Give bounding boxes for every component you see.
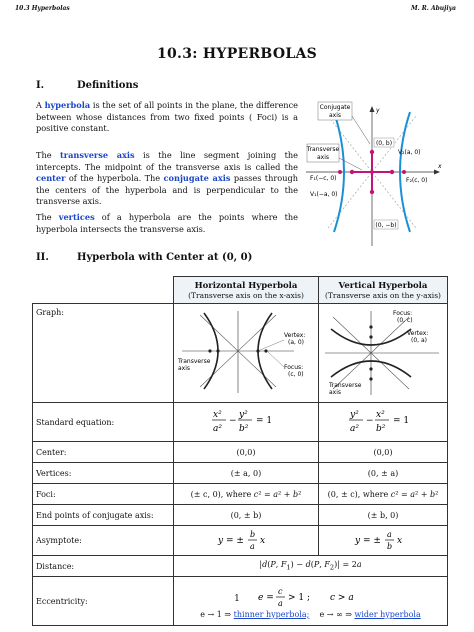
vertical-foci-value: (0, ± c), [327, 489, 361, 499]
section1-title: Definitions [77, 80, 139, 91]
vertical-vertices: (0, ± a) [319, 463, 448, 484]
svg-text:y = ±: y = ± [355, 535, 381, 546]
horizontal-foci: (± c, 0), where c² = a² + b² [174, 484, 319, 505]
fig-x-label: x [438, 163, 442, 170]
eccentricity-notes [174, 610, 447, 619]
horizontal-vertices: (± a, 0) [174, 463, 319, 484]
vertical-hyperbola-graph [321, 307, 445, 397]
definition-hyperbola [36, 100, 298, 135]
svg-text:x²: x² [213, 410, 222, 420]
svg-text:> 1 ;: > 1 ; [287, 592, 310, 603]
svg-text:c: c [277, 586, 282, 596]
term-hyperbola: hyperbola [44, 100, 91, 110]
svg-text:y²: y² [350, 410, 359, 420]
def2-pre: The [36, 150, 60, 160]
def3-rest: of a hyperbola are the points where the hyperbola intersects the transverse axis. [36, 212, 298, 234]
h-graph-focus: Focus: [284, 364, 304, 371]
v-graph-focus-val: (0, c) [397, 317, 413, 324]
h-graph-focus-val: (c, 0) [288, 371, 304, 378]
fig-label-axis1: axis [328, 112, 342, 119]
horizontal-foci-value: (± c, 0), [190, 489, 224, 499]
header-vertical [319, 277, 448, 304]
svg-text:= 1: = 1 [393, 416, 410, 426]
svg-text:b: b [387, 541, 393, 551]
vertical-equation-formula [348, 406, 418, 436]
hyperbola-comparison-table [32, 276, 448, 626]
vertical-title: Vertical Hyperbola [338, 280, 428, 291]
vertical-equation [319, 403, 448, 442]
vertical-asymptote-formula [353, 527, 413, 553]
table-row-asymptote [33, 526, 448, 556]
horizontal-asymptote-formula [216, 527, 276, 553]
asymptote-label: Asymptote: [33, 526, 174, 556]
horizontal-title: Horizontal Hyperbola [194, 280, 298, 291]
table-row-distance [33, 556, 448, 577]
endpoints-label: End points of conjugate axis: [33, 505, 174, 526]
table-row-standard-equation [33, 403, 448, 442]
fig-pt-f2: F₂(c, 0) [406, 177, 428, 184]
table-row-vertices [33, 463, 448, 484]
vertical-foci-where: where [362, 489, 389, 499]
horizontal-equation [174, 403, 319, 442]
svg-text:a²: a² [350, 424, 359, 434]
table-row-center [33, 442, 448, 463]
term-vertices: vertices [58, 212, 95, 222]
page-number: 1 [234, 594, 240, 604]
fig-pt-v1: V₁(−a, 0) [310, 191, 338, 198]
def2-mid2: of the hyperbola. The [65, 173, 164, 184]
horizontal-equation-formula [211, 406, 281, 436]
table-row-graph [33, 304, 448, 403]
vertical-center: (0,0) [319, 442, 448, 463]
term-transverse-axis: transverse axis [60, 150, 135, 160]
definition-axes [36, 150, 298, 208]
svg-text:x²: x² [376, 410, 385, 420]
def1-pre: A [36, 100, 45, 110]
eccentricity-label: Eccentricity: [33, 577, 174, 626]
section1-number: I. [36, 80, 45, 91]
term-center: center [36, 173, 66, 184]
vertical-asymptote [319, 526, 448, 556]
svg-text:a²: a² [213, 424, 222, 434]
svg-text:= 1: = 1 [256, 416, 273, 426]
def1-rest: is the set of all points in the plane, the difference between whose distances from two fixed points ( Foci) is a positive constant. [36, 100, 298, 134]
hyperbola-definition-figure [306, 98, 446, 248]
def2-rest: passes through the centers of the hyperbola and is perpendicular to the transverse axis. [36, 173, 298, 207]
header-horizontal [174, 277, 319, 304]
section2-title: Hyperbola with Center at (0, 0) [77, 252, 253, 263]
vertical-graph-cell [319, 304, 448, 403]
header-right: M. R. Abujiya [410, 5, 456, 12]
distance-formula: |d(P, $F_1) - d(P$, $F_2)| = 2a$ [174, 556, 448, 577]
vertical-foci: (0, ± c), where c² = a² + b² [319, 484, 448, 505]
v-graph-vertex-val: (0, a) [411, 337, 427, 344]
h-graph-vertex-val: (a, 0) [288, 339, 304, 346]
svg-text:a: a [387, 529, 392, 539]
horizontal-hyperbola-graph [176, 307, 316, 397]
vertical-subtitle: (Transverse axis on the y-axis) [325, 290, 441, 300]
svg-text:b²: b² [376, 424, 386, 434]
table-row-conjugate-endpoints [33, 505, 448, 526]
horizontal-foci-where: where [225, 489, 252, 499]
table-header-row [33, 277, 448, 304]
fig-pt-v2: V₂(a, 0) [398, 149, 421, 156]
svg-text:c > a: c > a [329, 592, 354, 603]
horizontal-graph-cell [174, 304, 319, 403]
svg-text:y²: y² [239, 410, 248, 420]
svg-text:−: − [366, 416, 374, 426]
v-graph-focus: Focus: [393, 310, 413, 317]
svg-text:a: a [250, 541, 255, 551]
svg-text:a: a [277, 598, 283, 608]
center-label: Center: [33, 442, 174, 463]
table-corner [33, 277, 174, 304]
svg-text:y = ±: y = ± [218, 535, 244, 546]
header-left: 10.3 Hyperbolas [15, 5, 70, 12]
link-wider-hyperbola[interactable]: wider hyperbola [354, 609, 421, 619]
def3-pre: The [36, 212, 59, 222]
svg-text:−: − [229, 416, 237, 426]
ecc-note-thinner: e → 1 ⇒ [200, 609, 232, 619]
v-graph-transverse: Transverse [329, 382, 362, 389]
section2-number: II. [36, 252, 49, 263]
horizontal-center: (0,0) [174, 442, 319, 463]
fig-pt-f1: F₁(−c, 0) [310, 175, 337, 182]
vertices-label: Vertices: [33, 463, 174, 484]
graph-label: Graph: [33, 304, 174, 403]
foci-label: Foci: [33, 484, 174, 505]
def2-mid1: is the line segment joining the intercepts. The midpoint of the transverse axis is called the [36, 150, 299, 172]
h-graph-vertex: Vertex: [284, 332, 306, 339]
svg-text:e =: e = [257, 592, 274, 603]
standard-equation-label: Standard equation: [33, 403, 174, 442]
fig-label-axis2: axis [316, 154, 330, 161]
table-row-foci [33, 484, 448, 505]
page-title: 10.3: HYPERBOLAS [156, 46, 318, 62]
horizontal-subtitle: (Transverse axis on the x-axis) [188, 290, 304, 300]
v-graph-axis: axis [329, 389, 342, 396]
fig-pt-neg-b: (0, −b) [375, 222, 397, 229]
h-graph-axis: axis [178, 365, 191, 372]
svg-text:b²: b² [239, 424, 249, 434]
ecc-note-wider: e → ∞ ⇒ [319, 609, 352, 619]
link-thinner-hyperbola[interactable]: thinner hyperbola; [233, 609, 310, 619]
distance-label: Distance: [33, 556, 174, 577]
fig-pt-b: (0, b) [375, 140, 393, 147]
svg-text:x: x [397, 535, 403, 546]
svg-text:b: b [250, 529, 256, 539]
h-graph-transverse: Transverse [178, 358, 211, 365]
vertical-endpoints: (± b, 0) [319, 505, 448, 526]
svg-text:x: x [260, 535, 266, 546]
horizontal-endpoints: (0, ± b) [174, 505, 319, 526]
definition-vertices [36, 212, 298, 235]
fig-label-transverse: Transverse [306, 146, 340, 153]
term-conjugate-axis: conjugate axis [163, 173, 231, 184]
v-graph-vertex: Vertex: [407, 330, 429, 337]
fig-label-conjugate: Conjugate [319, 104, 351, 111]
fig-y-label: y [376, 107, 380, 114]
horizontal-asymptote [174, 526, 319, 556]
